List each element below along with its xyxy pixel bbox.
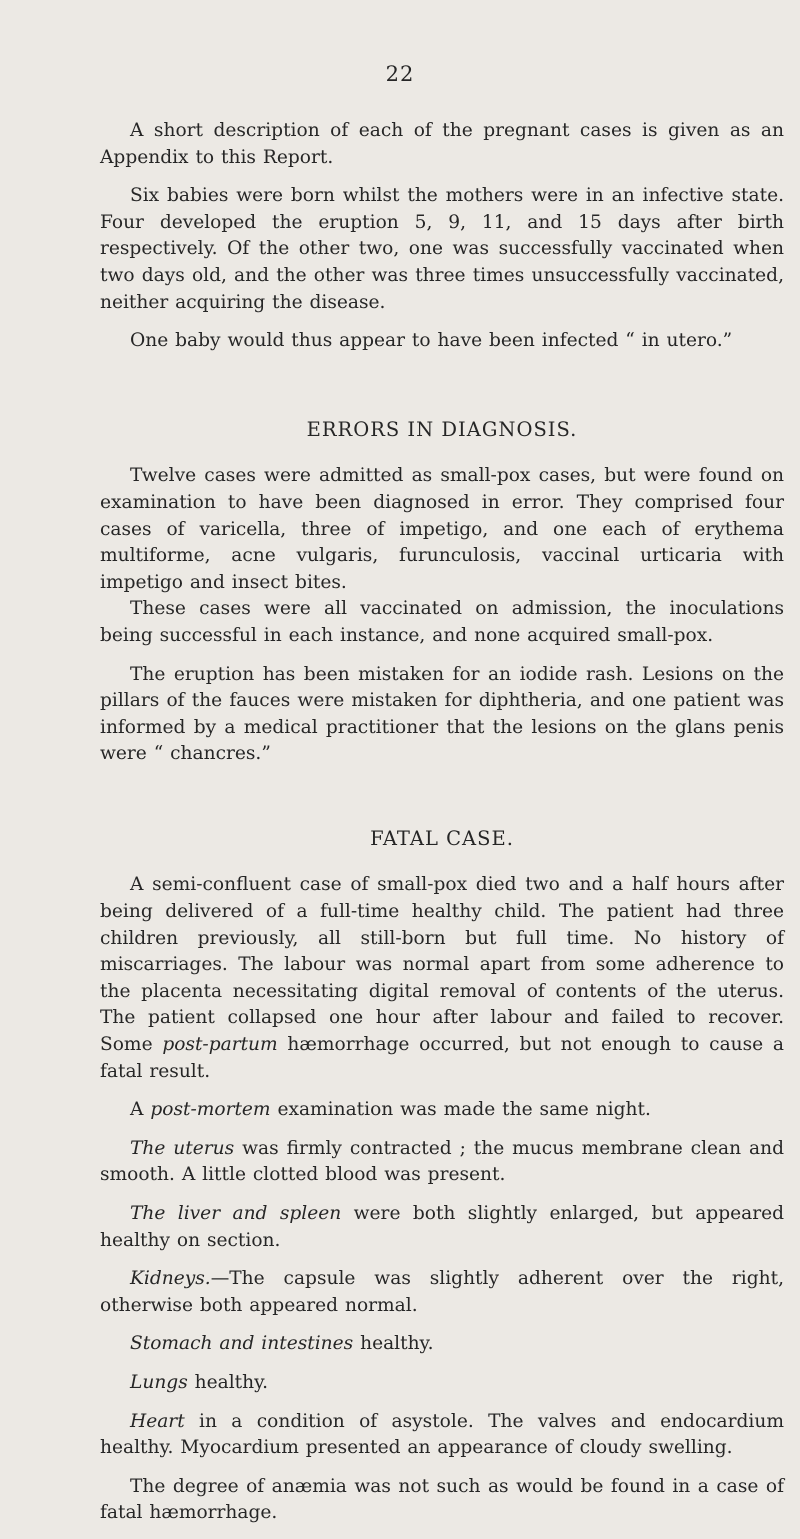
heart-label: Heart xyxy=(130,1410,185,1432)
fatal-paragraph-anaemia: The degree of anæmia was not such as would be found in a case of fatal hæmorrhage. xyxy=(100,1475,784,1524)
fatal-p2-text-b: examination was made the same night. xyxy=(270,1099,651,1121)
fatal-p1-text-b: hæmorrhage occurred, but not enough to cause a fatal result. xyxy=(100,1034,784,1082)
fatal-paragraph-liver xyxy=(100,1201,784,1254)
stomach-label: Stomach and intestines xyxy=(130,1333,354,1355)
intro-paragraph-2: Six babies were born whilst the mothers were in an infective state. Four developed the eruption 5, 9, 11, and 15 days after birth respectively. Of the other two, one was successfully vaccinated when two days old, and the other was three times unsuccessfully vaccinated, neither acquiring the disease. xyxy=(100,185,784,313)
intro-paragraph-3: One baby would thus appear to have been infected “ in utero.” xyxy=(130,330,733,352)
lungs-label: Lungs xyxy=(130,1371,188,1393)
fatal-paragraph-heart xyxy=(100,1409,784,1462)
uterus-text: was firmly contracted ; the mucus membrane clean and smooth. A little clotted blood was present. xyxy=(100,1137,784,1186)
heart-text: in a condition of asystole. The valves and endocardium healthy. Myocardium presented an appearance of cloudy swelling. xyxy=(100,1410,784,1459)
lungs-text: healthy. xyxy=(187,1371,269,1393)
fatal-p1-italic: post-partum xyxy=(162,1034,278,1056)
intro-paragraph-1: A short description of each of the pregnant cases is given as an Appendix to this Report. xyxy=(100,120,784,168)
fatal-paragraph-kidneys xyxy=(100,1266,784,1319)
fatal-paragraph-1 xyxy=(100,872,784,1085)
fatal-case-heading: FATAL CASE. xyxy=(370,826,514,850)
fatal-p2-italic: post-mortem xyxy=(150,1099,271,1121)
liver-text: were both slightly enlarged, but appeared healthy on section. xyxy=(100,1203,784,1251)
errors-heading: ERRORS IN DIAGNOSIS. xyxy=(306,417,578,441)
body-text xyxy=(100,118,784,1539)
kidneys-label: Kidneys. xyxy=(130,1268,211,1290)
liver-label: The liver and spleen xyxy=(130,1203,342,1224)
errors-paragraph-2: These cases were all vaccinated on admission, the inoculations being successful in each instance, and none acquired small-pox. xyxy=(100,598,784,646)
fatal-p2-text-a: A xyxy=(130,1099,151,1121)
fatal-paragraph-stomach xyxy=(100,1331,784,1358)
errors-paragraph-1: Twelve cases were admitted as small-pox cases, but were found on examination to have been diagnosed in error. They comprised four cases of varicella, three of impetigo, and one each of erythema multiforme, acne vulgaris, furunculosis, vaccinal urticaria with impetigo and insect bites. xyxy=(100,465,784,593)
fatal-p1-text-a: A semi-confluent case of small-pox died two and a half hours after being delivered of a full-time healthy child. The patient had three children previously, all still-born but full time. No history of miscarriages. The labour was normal apart from some adherence to the placenta necessitating digital removal of contents of the uterus. The patient collapsed one hour after labour and failed to recover. Some xyxy=(100,874,784,1056)
page-number: 22 xyxy=(385,62,415,86)
kidneys-text: —The capsule was slightly adherent over the right, otherwise both appeared normal. xyxy=(100,1268,784,1316)
fatal-paragraph-uterus xyxy=(100,1136,784,1189)
fatal-paragraph-lungs xyxy=(100,1370,784,1397)
stomach-text: healthy. xyxy=(353,1333,434,1355)
errors-paragraph-3: The eruption has been mistaken for an iodide rash. Lesions on the pillars of the fauces were mistaken for diphtheria, and one patient was informed by a medical practitioner that the lesions on the glans penis were “ chancres.” xyxy=(100,663,784,765)
uterus-label: The uterus xyxy=(130,1137,235,1159)
fatal-paragraph-2 xyxy=(100,1097,784,1124)
